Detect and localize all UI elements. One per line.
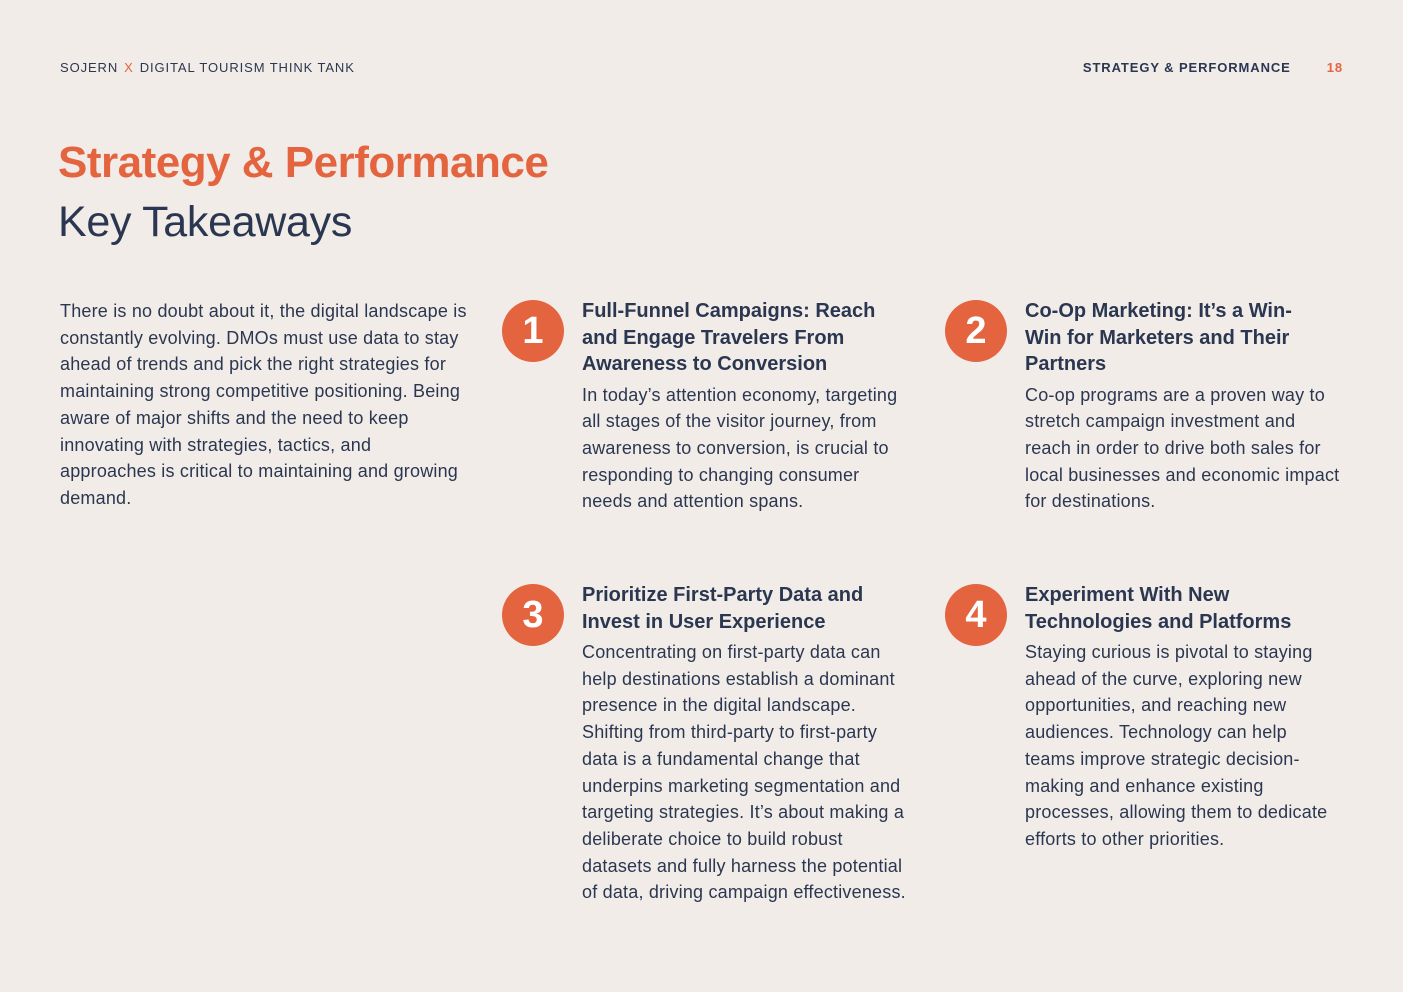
section-label: STRATEGY & PERFORMANCE xyxy=(1082,60,1291,75)
brand-dttt: DIGITAL TOURISM THINK TANK xyxy=(139,60,355,75)
takeaway-2-body xyxy=(1025,300,1343,515)
takeaway-1-text: In today’s attention economy, targeting all stages of the visitor journey, from awareness to conversion, is crucial to responding to changing consumer needs and attention spans. xyxy=(582,384,898,512)
takeaway-2-title: Co-Op Marketing: It’s a Win-Win for Marketers and Their Partners xyxy=(1025,300,1292,375)
page-title: Strategy & Performance xyxy=(58,138,549,187)
number-badge-2: 2 xyxy=(945,300,1007,362)
brand-sojern: SOJERN xyxy=(60,60,119,75)
takeaway-3-text: Concentrating on first-party data can help destinations establish a dominant presence in the digital landscape. Shifting from third-party to first-party data is a fundamental change that underpins marketing segmentation and targeting strategies. It’s about making a deliberate choice to build robust datasets and fully harness the potential of data, driving campaign effectiveness. xyxy=(582,642,906,903)
page-subtitle: Key Takeaways xyxy=(58,198,353,246)
takeaway-4-body xyxy=(1025,584,1337,853)
takeaway-4-text: Staying curious is pivotal to staying ahead of the curve, exploring new opportunities, and reaching new audiences. Technology can help teams improve strategic decision-making and enhance existing processes, allowing them to dedicate efforts to other priorities. xyxy=(1025,642,1328,849)
intro-paragraph: There is no doubt about it, the digital landscape is constantly evolving. DMOs must use data to stay ahead of trends and pick the right strategies for maintaining strong competitive positioning. Being aware of major shifts and the need to keep innovating with strategies, tactics, and approaches is critical to maintaining and growing demand. xyxy=(60,301,467,508)
header-section xyxy=(1083,60,1343,75)
header-brand xyxy=(60,60,355,75)
number-badge-4: 4 xyxy=(945,584,1007,646)
takeaway-3-title: Prioritize First-Party Data and Invest in User Experience xyxy=(582,584,864,633)
number-badge-3: 3 xyxy=(502,584,564,646)
takeaway-2-text: Co-op programs are a proven way to stretch campaign investment and reach in order to drive both sales for local businesses and economic impact for destinations. xyxy=(1025,384,1340,512)
takeaway-3-body xyxy=(582,584,914,906)
takeaway-4-title: Experiment With New Technologies and Platforms xyxy=(1025,584,1292,633)
brand-x: X xyxy=(124,60,134,75)
number-badge-1: 1 xyxy=(502,300,564,362)
takeaway-1-body xyxy=(582,300,912,515)
takeaway-1-title: Full-Funnel Campaigns: Reach and Engage Travelers From Awareness to Conversion xyxy=(582,300,876,375)
page-number: 18 xyxy=(1326,60,1343,75)
